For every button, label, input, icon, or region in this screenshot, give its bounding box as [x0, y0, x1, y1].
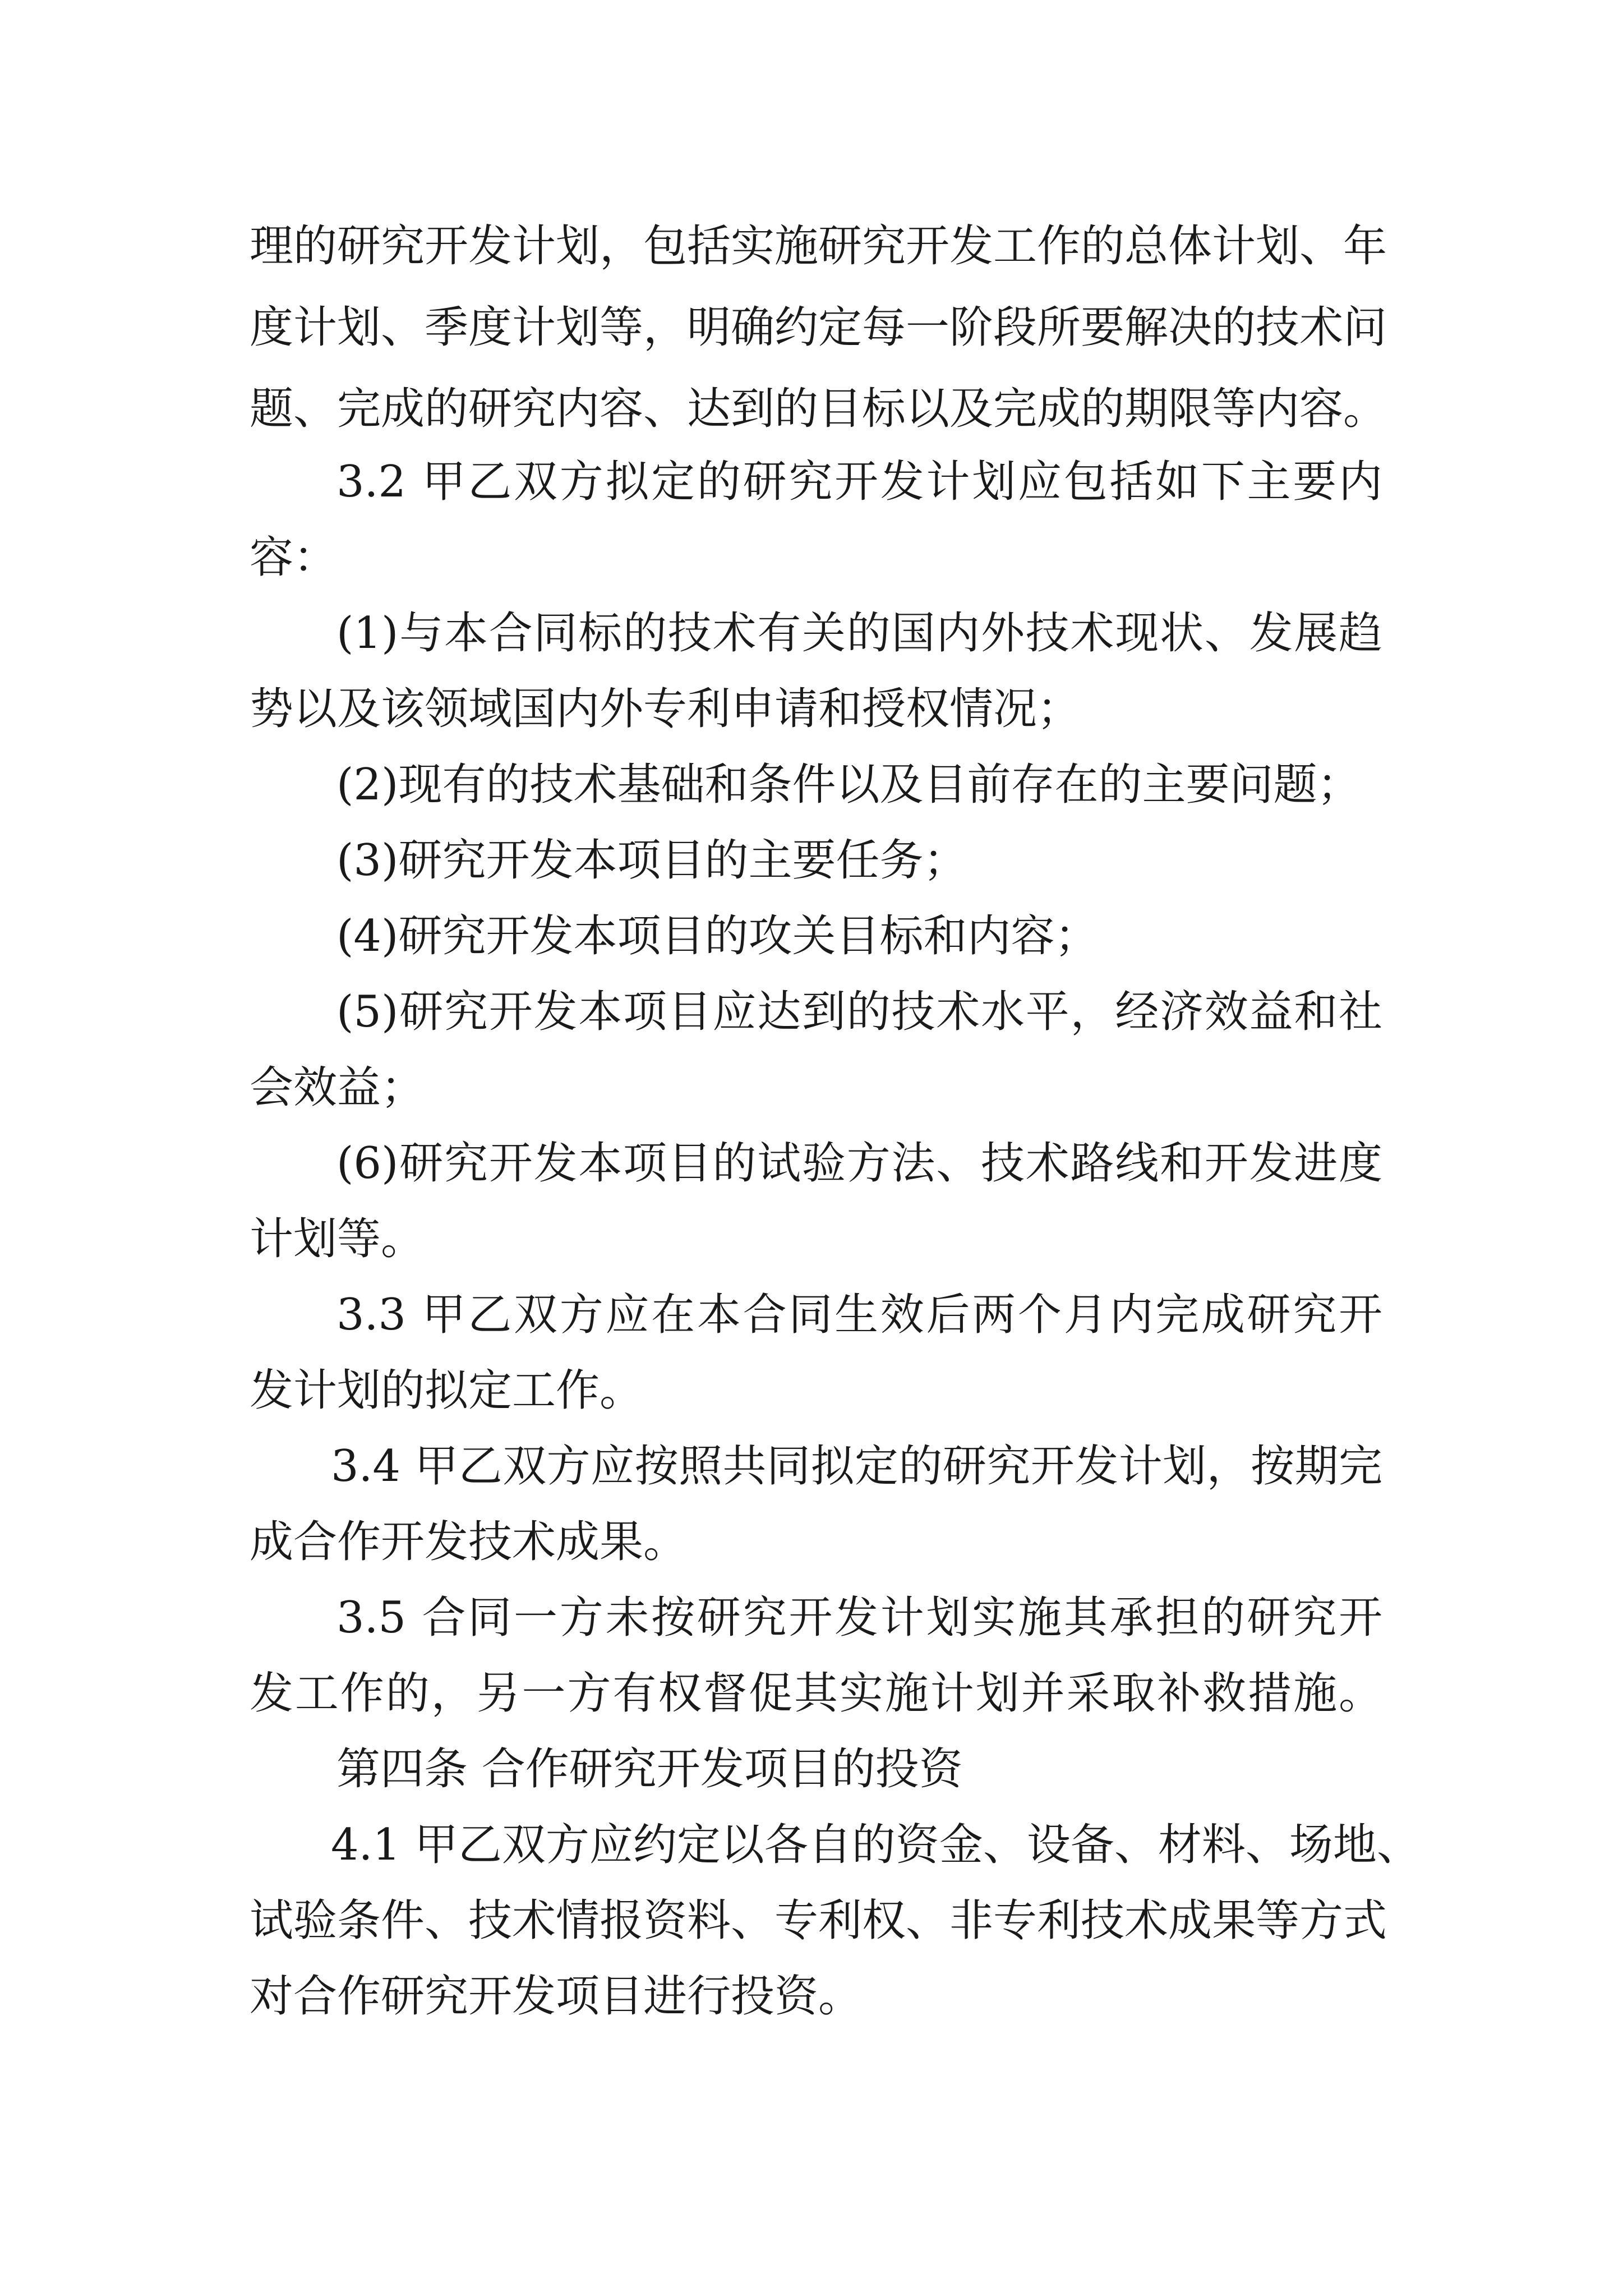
article-4-heading: 第四条 合作研究开发项目的投资: [336, 1744, 963, 1795]
text-line: 度计划、季度计划等，明确约定每一阶段所要解决的技术问: [250, 302, 1387, 353]
text-line: 计划等。: [250, 1214, 425, 1264]
clause-3-5: 3.5 合同一方未按研究开发计划实施其承担的研究开: [336, 1593, 1382, 1643]
text-line: 题、完成的研究内容、达到的目标以及完成的期限等内容。: [250, 384, 1387, 434]
text-line: 会效益；: [250, 1062, 425, 1113]
text-line: 容：: [250, 532, 338, 583]
text-line: 试验条件、技术情报资料、专利权、非专利技术成果等方式: [250, 1895, 1387, 1946]
list-item-6: (6)研究开发本项目的试验方法、技术路线和开发进度: [336, 1138, 1382, 1189]
list-item-1: (1)与本合同标的技术有关的国内外技术现状、发展趋: [336, 608, 1382, 659]
text-line: 理的研究开发计划，包括实施研究开发工作的总体计划、年: [250, 221, 1387, 272]
text-line: 对合作研究开发项目进行投资。: [250, 1971, 863, 2022]
list-item-3: (3)研究开发本项目的主要任务；: [336, 835, 967, 886]
clause-4-1: 4.1 甲乙双方应约定以各自的资金、设备、材料、场地、: [331, 1820, 1421, 1870]
clause-3-3: 3.3 甲乙双方应在本合同生效后两个月内完成研究开: [336, 1290, 1382, 1340]
text-line: 发计划的拟定工作。: [250, 1365, 644, 1416]
text-line: 势以及该领域国内外专利申请和授权情况；: [250, 684, 1081, 734]
text-line: 成合作开发技术成果。: [250, 1517, 688, 1567]
list-item-4: (4)研究开发本项目的攻关目标和内容；: [336, 911, 1099, 961]
list-item-2: (2)现有的技术基础和条件以及目前存在的主要问题；: [336, 760, 1361, 810]
clause-3-4: 3.4 甲乙双方应按照共同拟定的研究开发计划，按期完: [331, 1441, 1382, 1492]
text-line: 发工作的，另一方有权督促其实施计划并采取补救措施。: [250, 1668, 1382, 1719]
clause-3-2-heading: 3.2 甲乙双方拟定的研究开发计划应包括如下主要内: [336, 457, 1382, 507]
list-item-5: (5)研究开发本项目应达到的技术水平，经济效益和社: [336, 987, 1382, 1037]
